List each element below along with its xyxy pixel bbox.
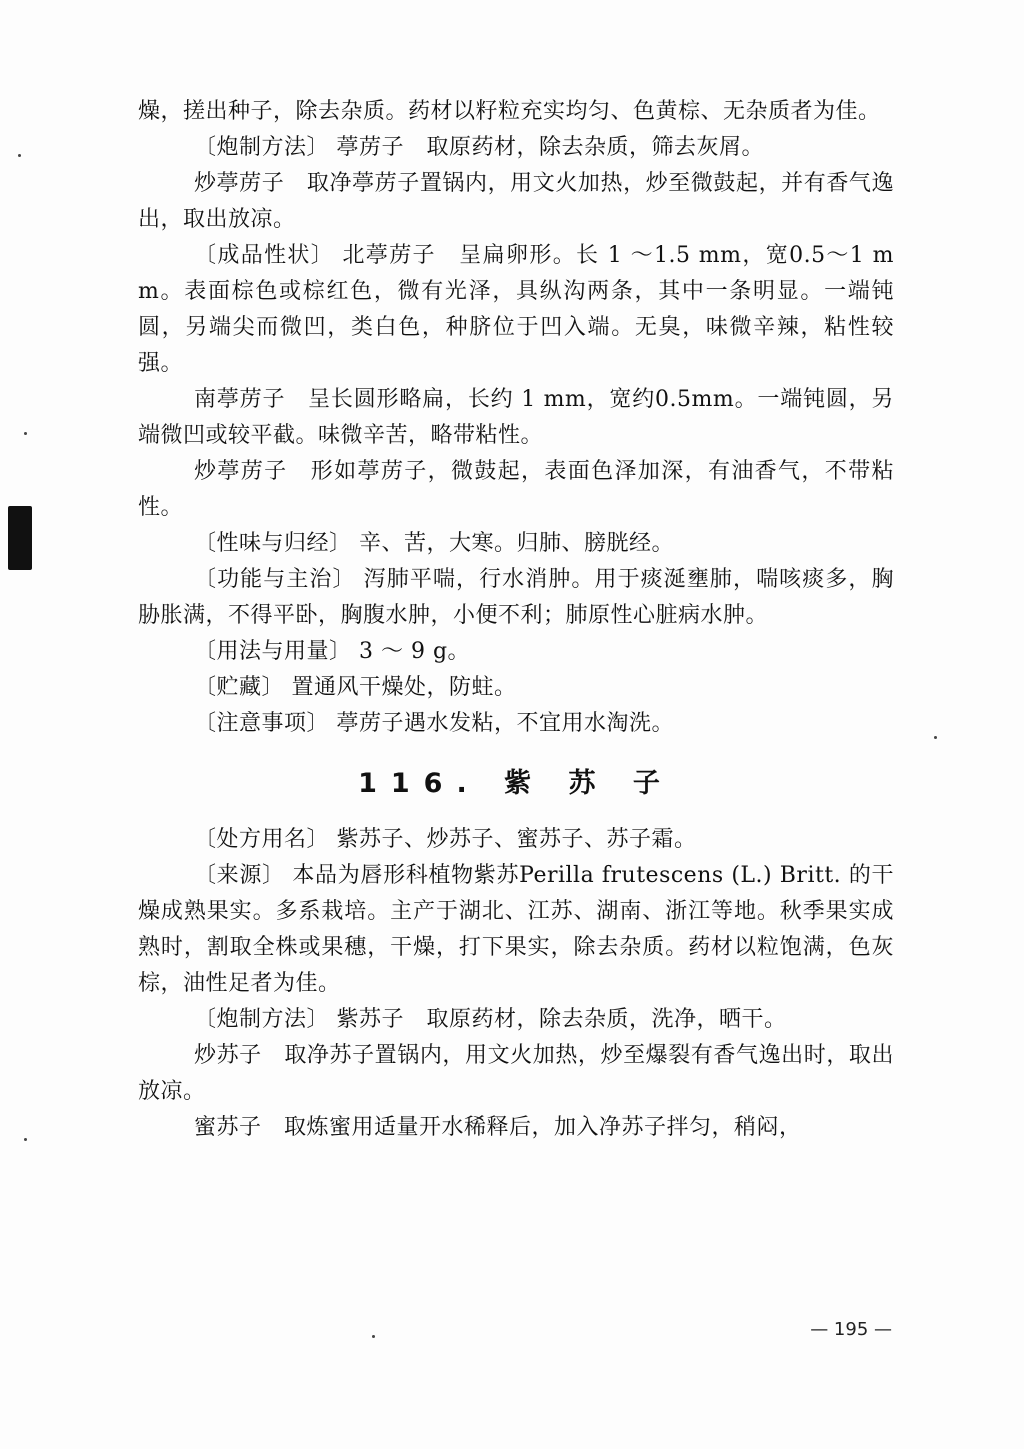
paragraph-2: 〔炮制方法〕 葶苈子 取原药材，除去杂质，筛去灰屑。 (194, 135, 764, 160)
paragraph-7: 〔性味与归经〕 辛、苦，大寒。归肺、膀胱经。 (194, 531, 674, 556)
scan-speck (372, 1335, 375, 1338)
page-number: — 195 — (810, 1319, 892, 1340)
paragraph-10: 〔贮藏〕 置通风干燥处，防蛀。 (194, 675, 517, 700)
paragraph-9: 〔用法与用量〕 3 ～ 9 g。 (194, 639, 471, 664)
paragraph-13: 〔来源〕 本品为唇形科植物紫苏Perilla frutescens (L.) Britt. 的干燥成熟果实。多系栽培。主产于湖北、江苏、湖南、浙江等地。秋季果实成熟时，割取全株或果穗，干燥，打下果实，除去杂质。药材以粒饱满，色灰棕，油性足者为佳。 (138, 863, 894, 996)
paragraph-15: 炒苏子 取净苏子置锅内，用文火加热，炒至爆裂有香气逸出时，取出放凉。 (138, 1043, 894, 1104)
paragraph-5: 南葶苈子 呈长圆形略扁，长约 1 mm，宽约0.5mm。一端钝圆，另端微凹或较平截。味微辛苦，略带粘性。 (138, 387, 894, 448)
paragraph-12: 〔处方用名〕 紫苏子、炒苏子、蜜苏子、苏子霜。 (194, 827, 697, 852)
scan-speck (24, 1138, 27, 1141)
scan-edge-mark (8, 506, 32, 570)
document-body (138, 94, 894, 1146)
scan-speck (18, 154, 21, 157)
paragraph-3: 炒葶苈子 取净葶苈子置锅内，用文火加热，炒至微鼓起，并有香气逸出，取出放凉。 (138, 171, 894, 232)
section-heading: 116. 紫 苏 子 (358, 768, 674, 799)
paragraph-16: 蜜苏子 取炼蜜用适量开水稀释后，加入净苏子拌匀，稍闷， (194, 1115, 802, 1140)
paragraph-4: 〔成品性状〕 北葶苈子 呈扁卵形。长 1 ～1.5 mm，宽0.5～1 mm。表面棕色或棕红色，微有光泽，具纵沟两条，其中一条明显。一端钝圆，另端尖而微凹，类白色，种脐位于凹入端。无臭，味微辛辣，粘性较强。 (138, 243, 894, 376)
scan-speck (24, 432, 27, 435)
paragraph-6: 炒葶苈子 形如葶苈子，微鼓起，表面色泽加深，有油香气，不带粘性。 (138, 459, 894, 520)
paragraph-8: 〔功能与主治〕 泻肺平喘，行水消肿。用于痰涎壅肺，喘咳痰多，胸胁胀满，不得平卧，胸腹水肿，小便不利；肺原性心脏病水肿。 (138, 567, 894, 628)
paragraph-1: 燥，搓出种子，除去杂质。药材以籽粒充实均匀、色黄棕、无杂质者为佳。 (138, 99, 881, 124)
paragraph-11: 〔注意事项〕 葶苈子遇水发粘，不宜用水淘洗。 (194, 711, 674, 736)
scan-speck (934, 736, 937, 739)
paragraph-14: 〔炮制方法〕 紫苏子 取原药材，除去杂质，洗净，晒干。 (194, 1007, 787, 1032)
